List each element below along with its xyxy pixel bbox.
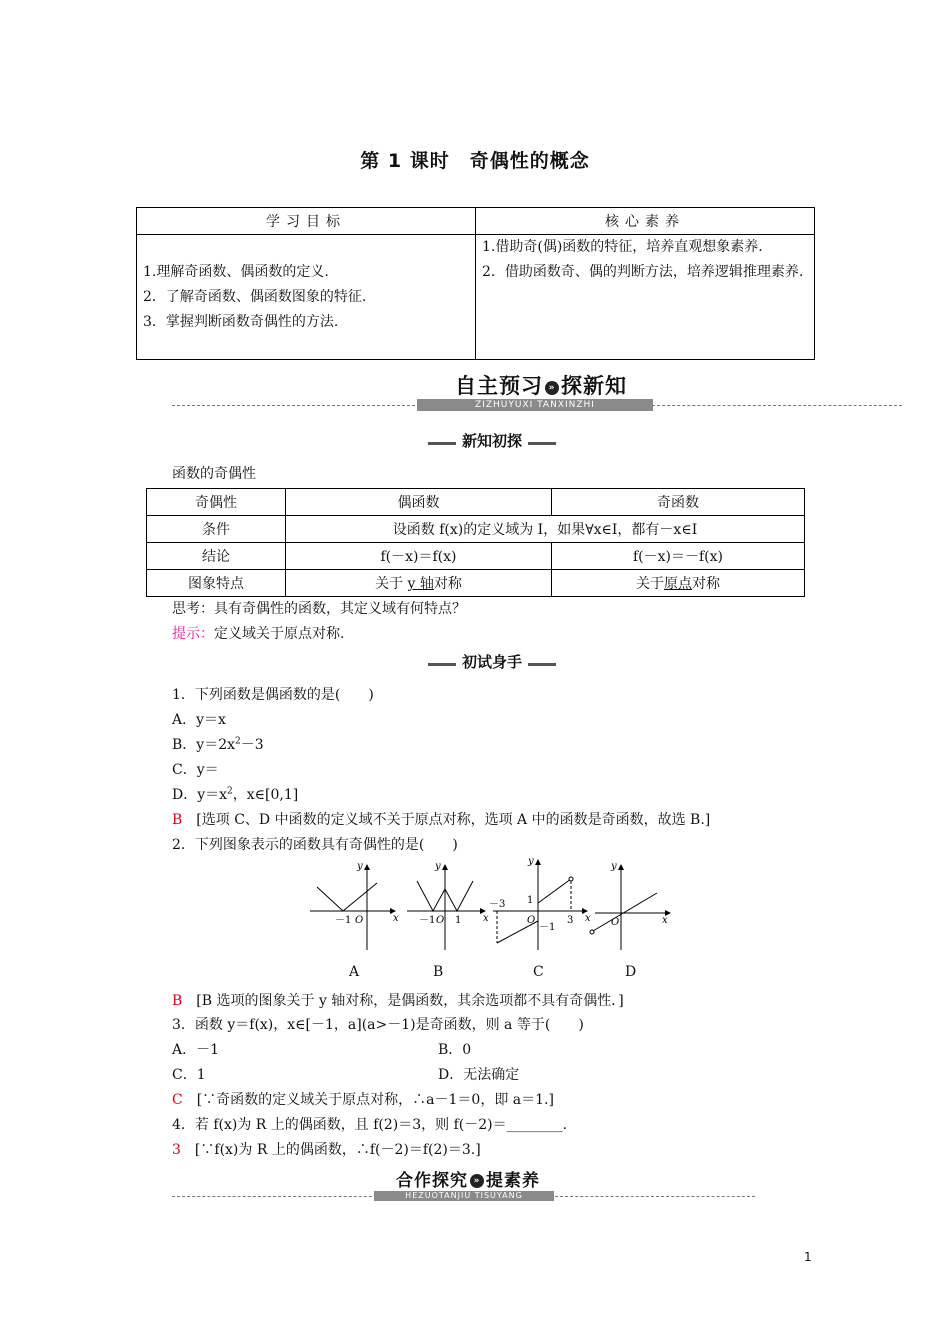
- graph-label-b: B: [433, 964, 444, 980]
- q3-option-d: D．无法确定: [438, 1067, 520, 1083]
- svg-text:－1: －1: [539, 922, 556, 933]
- svg-text:x: x: [662, 915, 668, 926]
- table-header: 偶函数: [286, 489, 552, 516]
- banner1-pinyin: ZIZHUYUXI TANXINZHI: [417, 399, 653, 411]
- think-question: 思考：具有奇偶性的函数，其定义域有何特点？: [172, 601, 466, 617]
- q2-stem: 2．下列图象表示的函数具有奇偶性的是( ): [172, 837, 458, 853]
- row-label: 图象特点: [147, 570, 286, 597]
- svg-text:x: x: [585, 913, 591, 924]
- q3-answer: C [∵奇函数的定义域关于原点对称，∴a－1＝0，即 a＝1.]: [172, 1092, 554, 1108]
- q4-answer: 3 [∵f(x)为 R 上的偶函数，∴f(－2)＝f(2)＝3.]: [172, 1142, 481, 1158]
- q1-option-a: A．y＝x: [172, 712, 226, 728]
- banner2-right: 提素养: [486, 1171, 540, 1191]
- subsection-new-knowledge: [428, 430, 556, 452]
- subsection-title: 新知初探: [456, 432, 528, 450]
- literacy-item: 2．借助函数奇、偶的判断方法，培养逻辑推理素养.: [482, 264, 804, 280]
- condition-cell: 设函数 f(x)的定义域为 I，如果∀x∈I，都有－x∈I: [286, 516, 805, 543]
- svg-text:y: y: [611, 861, 617, 872]
- svg-text:－1: －1: [419, 915, 436, 926]
- goals-table: [136, 207, 815, 360]
- odd-conclusion: f(－x)＝－f(x): [552, 543, 805, 570]
- subsection-title: 初试身手: [456, 653, 528, 671]
- odd-graph-feature: 关于原点对称: [552, 570, 805, 597]
- even-graph-feature: 关于 y 轴对称: [286, 570, 552, 597]
- hint-text: 定义域关于原点对称.: [214, 626, 345, 642]
- parity-table: [146, 488, 805, 597]
- svg-text:－1: －1: [335, 915, 352, 926]
- graph-c: [489, 856, 591, 950]
- q4-stem: 4．若 f(x)为 R 上的偶函数，且 f(2)＝3，则 f(－2)＝________.: [172, 1117, 568, 1133]
- even-conclusion: f(－x)＝f(x): [286, 543, 552, 570]
- table-header: 奇偶性: [147, 489, 286, 516]
- goal-item: 2．了解奇函数、偶函数图象的特征.: [143, 288, 367, 305]
- banner2-pinyin: HEZUOTANJIU TISUYANG: [374, 1191, 554, 1201]
- q3-option-c: C．1: [172, 1067, 206, 1083]
- row-label: 结论: [147, 543, 286, 570]
- svg-text:O: O: [527, 915, 536, 926]
- svg-text:O: O: [355, 915, 364, 926]
- q1-option-d: D．$y=x^2$，x∈[0,1]: [172, 786, 299, 803]
- q1-option-c: C．y＝: [172, 762, 219, 778]
- goal-item: 1.理解奇函数、偶函数的定义.: [143, 263, 329, 280]
- q1-stem: 1．下列函数是偶函数的是( ): [172, 687, 374, 703]
- banner2-left: 合作探究: [396, 1171, 468, 1191]
- graph-label-c: C: [533, 964, 544, 980]
- graph-a: [310, 861, 399, 950]
- graph-d: [590, 861, 670, 950]
- row-label: 条件: [147, 516, 286, 543]
- graph-label-d: D: [625, 964, 637, 980]
- goals-header-right: 核心素养: [476, 208, 815, 235]
- svg-text:x: x: [393, 913, 399, 924]
- svg-text:O: O: [436, 915, 445, 926]
- q2-graphs: [305, 855, 685, 965]
- subsection-try: [428, 651, 556, 673]
- svg-text:－3: －3: [489, 899, 506, 910]
- hint: [172, 623, 344, 643]
- graph-label-a: A: [349, 964, 360, 980]
- arrow-icon: »: [470, 1174, 484, 1188]
- q1-answer: B [选项 C、D 中函数的定义域不关于原点对称，选项 A 中的函数是奇函数，故选 B.]: [172, 812, 711, 828]
- graph-b: [407, 861, 489, 950]
- svg-text:1: 1: [455, 915, 462, 926]
- banner1-right: 探新知: [561, 374, 627, 398]
- q2-answer: B [B 选项的图象关于 y 轴对称，是偶函数，其余选项都不具有奇偶性．]: [172, 993, 624, 1009]
- svg-text:3: 3: [567, 915, 574, 926]
- arrow-icon: »: [545, 381, 559, 395]
- q3-option-b: B．0: [438, 1042, 472, 1058]
- intro-text: 函数的奇偶性: [172, 466, 256, 482]
- hint-label: 提示：: [172, 626, 214, 642]
- page-number: 1: [804, 1250, 812, 1264]
- svg-text:y: y: [435, 861, 441, 872]
- q3-option-a: A．－1: [172, 1042, 220, 1058]
- goals-left-cell: [137, 235, 476, 360]
- svg-text:x: x: [483, 913, 489, 924]
- q1-option-b: B．$y=2x^2-3$: [172, 736, 264, 753]
- page-title: 第 1 课时 奇偶性的概念: [360, 150, 590, 172]
- goals-header-left: 学习目标: [137, 208, 476, 235]
- goal-item: 3．掌握判断函数奇偶性的方法.: [143, 313, 339, 330]
- banner1-left: 自主预习: [455, 374, 543, 398]
- goals-right-cell: [476, 235, 815, 360]
- table-header: 奇函数: [552, 489, 805, 516]
- svg-text:O: O: [611, 917, 620, 928]
- q3-stem: 3．函数 y＝f(x)，x∈[－1，a](a>－1)是奇函数，则 a 等于( ): [172, 1017, 584, 1033]
- literacy-item: 1.借助奇(偶)函数的特征，培养直观想象素养.: [482, 239, 763, 255]
- svg-text:1: 1: [527, 895, 534, 906]
- svg-text:y: y: [528, 856, 534, 867]
- svg-text:y: y: [357, 861, 363, 872]
